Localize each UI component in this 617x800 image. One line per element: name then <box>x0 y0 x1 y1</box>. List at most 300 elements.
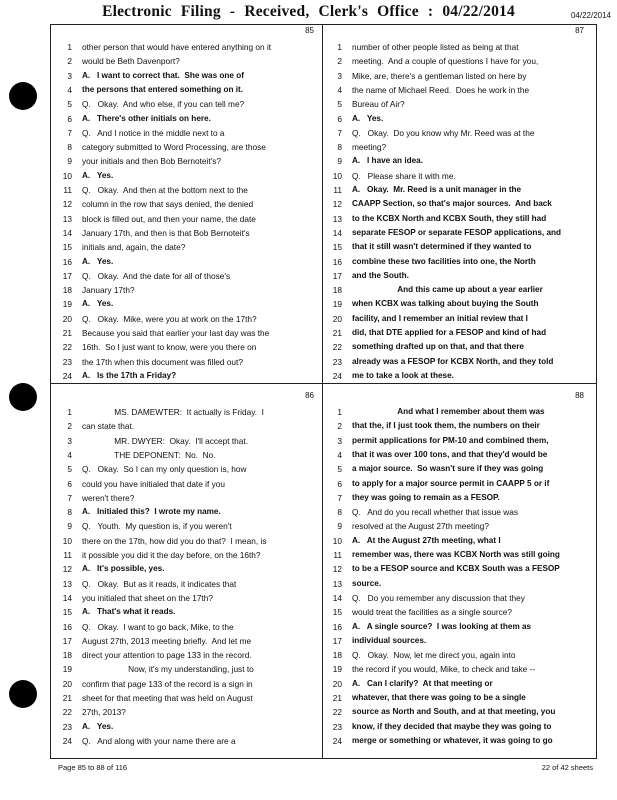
transcript-line <box>58 591 316 605</box>
line-number: 12 <box>332 199 342 210</box>
line-number: 10 <box>62 535 72 546</box>
line-text: A. Yes. <box>82 299 114 309</box>
line-text: 27th, 2013? <box>82 707 126 718</box>
line-text: Q. Okay. Do you know why Mr. Reed was at the <box>352 127 535 138</box>
line-number: 11 <box>63 185 72 195</box>
line-text: would treat the facilities as a single source? <box>352 607 513 618</box>
line-number: 19 <box>62 664 72 675</box>
transcript-line <box>328 534 586 548</box>
line-text: source. <box>352 578 382 588</box>
transcript-line <box>58 69 316 83</box>
line-text: A. At the August 27th meeting, what I <box>352 535 501 545</box>
line-text: merge or something or whatever, it was going to go <box>352 735 553 745</box>
line-number: 12 <box>332 564 342 575</box>
line-text: meeting? <box>352 142 387 153</box>
line-text: A. A single source? I was looking at them as <box>352 621 532 631</box>
transcript-line <box>58 369 316 383</box>
line-number: 19 <box>332 664 342 675</box>
line-number: 13 <box>62 578 72 589</box>
line-text: remember was, there was KCBX North was still going <box>352 550 560 559</box>
transcript-line <box>328 677 586 691</box>
line-text: to be a FESOP source and KCBX South was a FESOP <box>352 564 560 574</box>
line-text: Q. Okay. And the date for all of those's <box>82 270 231 281</box>
line-number: 1 <box>67 42 72 52</box>
transcript-line <box>328 154 586 168</box>
line-number: 7 <box>337 492 342 503</box>
line-number: 17 <box>62 635 72 646</box>
transcript-page-87 <box>328 26 586 395</box>
line-text: to the KCBX North and KCBX South, they still had <box>352 213 547 223</box>
line-number: 4 <box>67 84 72 95</box>
line-number: 21 <box>62 693 72 703</box>
line-text: Now, it's my understanding, just to <box>82 664 254 675</box>
line-number: 15 <box>62 242 72 253</box>
line-text: January 17th, and then is that Bob Bernoteit's <box>82 227 250 238</box>
line-text: the record if you would, Mike, to check and take -- <box>352 664 536 675</box>
page-number: 86 <box>305 391 314 400</box>
line-text: they was going to remain as a FESOP. <box>352 492 500 502</box>
transcript-line <box>328 448 586 462</box>
line-text: facility, and I remember an initial review that I <box>352 313 528 323</box>
line-text: Q. And I notice in the middle next to a <box>82 127 225 138</box>
line-text: did, that DTE applied for a FESOP and kind of had <box>352 328 547 337</box>
transcript-line <box>328 212 586 226</box>
line-number: 17 <box>332 635 342 646</box>
line-number: 11 <box>63 550 72 560</box>
line-text: Q. And along with your name there are a <box>82 735 236 746</box>
transcript-line <box>58 677 316 691</box>
line-number: 21 <box>332 328 342 338</box>
line-text: column in the row that says denied, the denied <box>82 199 254 210</box>
line-text: initials and, again, the date? <box>82 242 186 253</box>
line-number: 9 <box>67 156 72 167</box>
line-text: MR. DWYER: Okay. I'll accept that. <box>82 435 249 446</box>
transcript-line <box>58 491 316 505</box>
transcript-line <box>58 662 316 676</box>
transcript-line <box>328 491 586 505</box>
transcript-line <box>58 462 316 476</box>
line-number: 20 <box>332 313 342 324</box>
line-number: 4 <box>67 449 72 460</box>
line-text: me to take a look at these. <box>352 370 454 380</box>
line-number: 23 <box>62 356 72 367</box>
line-text: Q. Please share it with me. <box>352 170 456 181</box>
line-text: when KCBX was talking about buying the South <box>352 299 539 309</box>
line-number: 1 <box>67 407 72 417</box>
transcript-page-88 <box>328 391 586 760</box>
line-number: 8 <box>67 142 72 153</box>
line-number: 7 <box>337 127 342 138</box>
line-text: weren't there? <box>82 492 135 503</box>
page-number: 85 <box>305 26 314 35</box>
filing-stamp: Electronic Filing - Received, Clerk's Office : 04/22/2014 <box>102 3 515 20</box>
line-text: Q. Okay. And who else, if you can tell me? <box>82 99 245 110</box>
line-text: the persons that entered something on it. <box>82 84 244 94</box>
transcript-line <box>58 434 316 448</box>
transcript-line <box>58 734 316 748</box>
line-number: 7 <box>67 492 72 503</box>
line-text: there on the 17th, how did you do that? I mean, is <box>82 535 267 546</box>
line-number: 3 <box>67 70 72 81</box>
line-number: 11 <box>333 550 342 560</box>
line-text: Q. Do you remember any discussion that they <box>352 592 525 603</box>
line-number: 5 <box>67 464 72 475</box>
line-text: A. Okay. Mr. Reed is a unit manager in the <box>352 185 522 194</box>
line-text: other person that would have entered anything on it <box>82 42 272 52</box>
transcript-line <box>58 340 316 354</box>
line-text: A. I want to correct that. She was one of <box>82 70 244 80</box>
transcript-line <box>58 620 316 634</box>
line-text: A. Yes. <box>352 113 384 123</box>
transcript-line <box>328 405 586 419</box>
line-text: A. Yes. <box>82 256 114 266</box>
line-text: A. Can I clarify? At that meeting or <box>352 678 493 688</box>
line-text: sheet for that meeting that was held on August <box>82 693 253 703</box>
transcript-line <box>58 355 316 369</box>
line-number: 5 <box>337 99 342 110</box>
line-text: that the, if I just took them, the numbers on their <box>352 421 540 431</box>
transcript-line <box>328 648 586 662</box>
footer-sheet-count: 22 of 42 sheets <box>541 763 593 772</box>
transcript-line <box>328 83 586 97</box>
line-text: individual sources. <box>352 635 427 645</box>
line-number: 2 <box>67 421 72 432</box>
line-text: meeting. And a couple of questions I have for you, <box>352 56 539 67</box>
line-number: 14 <box>62 227 72 238</box>
transcript-line <box>328 462 586 476</box>
line-text: A. Initialed this? I wrote my name. <box>82 507 221 517</box>
line-number: 14 <box>62 592 72 603</box>
line-text: Q. Okay. So I can my only question is, how <box>82 464 247 475</box>
line-number: 14 <box>332 227 342 238</box>
line-text: Bureau of Air? <box>352 99 405 110</box>
line-text: that it was over 100 tons, and that they'd would be <box>352 449 548 459</box>
line-number: 20 <box>62 313 72 324</box>
line-text: it possible you did it the day before, on the 16th? <box>82 550 261 560</box>
transcript-line <box>58 197 316 211</box>
transcript-line <box>328 705 586 719</box>
line-text: January 17th? <box>82 285 135 296</box>
line-text: could you have initialed that date if you <box>82 478 225 489</box>
line-number: 1 <box>337 42 342 52</box>
line-text: something drafted up on that, and that there <box>352 342 524 352</box>
transcript-line <box>328 434 586 448</box>
line-text: category submitted to Word Processing, are those <box>82 142 266 153</box>
line-number: 16 <box>62 256 72 267</box>
line-text: A. Yes. <box>82 721 114 731</box>
transcript-line <box>58 126 316 140</box>
transcript-line <box>328 477 586 491</box>
line-text: And this came up about a year earlier <box>352 285 543 295</box>
line-text: whatever, that there was going to be a single <box>352 693 526 702</box>
column-divider <box>322 24 323 758</box>
transcript-line <box>58 505 316 519</box>
transcript-line <box>58 534 316 548</box>
line-number: 13 <box>332 213 342 224</box>
line-text: A. Yes. <box>82 170 114 180</box>
line-text: know, if they decided that maybe they was going to <box>352 721 552 731</box>
transcript-line <box>328 312 586 326</box>
line-number: 24 <box>62 735 72 746</box>
line-number: 18 <box>332 285 342 296</box>
line-number: 12 <box>62 199 72 210</box>
line-text: A. Is the 17th a Friday? <box>82 370 177 380</box>
transcript-line <box>58 240 316 254</box>
transcript-line <box>58 605 316 619</box>
line-text: And what I remember about them was <box>352 407 545 416</box>
line-number: 15 <box>332 607 342 618</box>
line-text: August 27th, 2013 meeting briefly. And let me <box>82 635 252 646</box>
transcript-line <box>58 562 316 576</box>
line-number: 22 <box>332 342 342 353</box>
line-number: 15 <box>332 242 342 253</box>
transcript-line <box>58 312 316 326</box>
transcript-line <box>58 154 316 168</box>
page-number: 88 <box>575 391 584 400</box>
line-number: 16 <box>332 621 342 632</box>
transcript-line <box>58 112 316 126</box>
line-number: 6 <box>67 478 72 489</box>
line-text: the 17th when this document was filled out? <box>82 356 243 367</box>
transcript-line <box>328 591 586 605</box>
transcript-line <box>58 97 316 111</box>
line-text: can state that. <box>82 421 135 432</box>
line-number: 12 <box>62 564 72 575</box>
line-number: 10 <box>332 535 342 546</box>
line-text: CAAPP Section, so that's major sources. And back <box>352 199 552 209</box>
line-text: Q. Okay. And then at the bottom next to the <box>82 185 248 195</box>
line-text: the name of Michael Reed. Does he work in the <box>352 84 530 95</box>
transcript-line <box>58 283 316 297</box>
line-number: 23 <box>332 721 342 732</box>
transcript-line <box>328 226 586 240</box>
transcript-line <box>328 734 586 748</box>
line-number: 17 <box>332 270 342 281</box>
transcript-line <box>328 126 586 140</box>
line-number: 22 <box>62 342 72 353</box>
transcript-line <box>58 477 316 491</box>
transcript-line <box>328 197 586 211</box>
transcript-line <box>58 705 316 719</box>
line-number: 19 <box>62 299 72 310</box>
line-number: 11 <box>333 185 342 195</box>
transcript-line <box>328 340 586 354</box>
transcript-line <box>58 40 316 54</box>
line-number: 18 <box>62 285 72 296</box>
line-number: 3 <box>337 435 342 446</box>
transcript-line <box>58 419 316 433</box>
transcript-page-86 <box>58 391 316 760</box>
line-text: Q. Okay. But as it reads, it indicates that <box>82 578 237 589</box>
line-number: 16 <box>332 256 342 267</box>
line-text: you initialed that sheet on the 17th? <box>82 592 214 603</box>
transcript-line <box>58 519 316 533</box>
line-number: 24 <box>62 370 72 381</box>
transcript-line <box>58 691 316 705</box>
line-number: 8 <box>67 507 72 518</box>
line-number: 6 <box>337 113 342 124</box>
line-text: THE DEPONENT: No. No. <box>82 449 216 460</box>
line-text: separate FESOP or separate FESOP applications, and <box>352 227 562 237</box>
transcript-line <box>328 720 586 734</box>
binder-hole-bottom <box>9 680 37 708</box>
transcript-line <box>58 720 316 734</box>
transcript-line <box>328 577 586 591</box>
line-number: 2 <box>337 421 342 432</box>
line-text: Q. And do you recall whether that issue was <box>352 507 519 518</box>
transcript-line <box>328 40 586 54</box>
transcript-line <box>328 355 586 369</box>
line-text: Because you said that earlier your last day was the <box>82 328 270 338</box>
transcript-line <box>58 54 316 68</box>
binder-hole-top <box>9 82 37 110</box>
transcript-line <box>328 183 586 197</box>
line-text: direct your attention to page 133 in the record. <box>82 650 252 661</box>
line-text: already was a FESOP for KCBX North, and they told <box>352 356 554 366</box>
line-number: 10 <box>62 170 72 181</box>
line-number: 9 <box>337 156 342 167</box>
transcript-line <box>328 240 586 254</box>
line-number: 2 <box>337 56 342 67</box>
transcript-line <box>328 505 586 519</box>
line-number: 20 <box>62 678 72 689</box>
line-text: Mike, are, there's a gentleman listed on here by <box>352 70 527 81</box>
line-text: A. That's what it reads. <box>82 607 176 617</box>
line-text: MS. DAMEWTER: It actually is Friday. I <box>82 407 264 417</box>
line-number: 4 <box>337 449 342 460</box>
line-number: 23 <box>332 356 342 367</box>
transcript-line <box>58 577 316 591</box>
line-number: 21 <box>62 328 72 338</box>
transcript-line <box>328 97 586 111</box>
binder-hole-middle <box>9 383 37 411</box>
line-text: combine these two facilities into one, the North <box>352 256 536 266</box>
line-number: 6 <box>67 113 72 124</box>
line-number: 24 <box>332 370 342 381</box>
line-number: 3 <box>67 435 72 446</box>
transcript-line <box>58 269 316 283</box>
line-number: 22 <box>62 707 72 718</box>
line-number: 13 <box>62 213 72 224</box>
line-number: 13 <box>332 578 342 589</box>
transcript-line <box>328 283 586 297</box>
footer-page-range: Page 85 to 88 of 116 <box>58 763 128 772</box>
line-text: your initials and then Bob Bernoteit's? <box>82 156 222 167</box>
transcript-line <box>328 269 586 283</box>
transcript-line <box>58 648 316 662</box>
line-number: 7 <box>67 127 72 138</box>
transcript-line <box>328 634 586 648</box>
line-text: confirm that page 133 of the record is a sign in <box>82 678 253 689</box>
transcript-line <box>58 83 316 97</box>
line-number: 1 <box>337 407 342 417</box>
line-text: A. There's other initials on here. <box>82 113 211 123</box>
line-text: source as North and South, and at that meeting, you <box>352 707 556 717</box>
transcript-line <box>58 448 316 462</box>
line-number: 16 <box>62 621 72 632</box>
transcript-line <box>58 183 316 197</box>
transcript-line <box>328 169 586 183</box>
transcript-line <box>328 605 586 619</box>
line-text: A. I have an idea. <box>352 156 423 166</box>
line-number: 18 <box>62 650 72 661</box>
transcript-line <box>328 326 586 340</box>
transcript-line <box>58 169 316 183</box>
transcript-line <box>58 140 316 154</box>
transcript-line <box>328 548 586 562</box>
transcript-line <box>328 620 586 634</box>
line-number: 14 <box>332 592 342 603</box>
line-text: Q. Okay. I want to go back, Mike, to the <box>82 621 234 632</box>
line-text: Q. Okay. Now, let me direct you, again into <box>352 650 516 661</box>
line-number: 8 <box>337 142 342 153</box>
transcript-line <box>58 634 316 648</box>
transcript-line <box>328 419 586 433</box>
transcript-line <box>328 519 586 533</box>
line-number: 17 <box>62 270 72 281</box>
line-text: resolved at the August 27th meeting? <box>352 521 489 532</box>
line-number: 10 <box>332 170 342 181</box>
line-number: 3 <box>337 70 342 81</box>
line-number: 15 <box>62 607 72 618</box>
line-number: 9 <box>337 521 342 532</box>
line-text: permit applications for PM-10 and combined them, <box>352 435 549 445</box>
line-text: to apply for a major source permit in CAAPP 5 or if <box>352 478 550 488</box>
line-number: 5 <box>67 99 72 110</box>
line-number: 6 <box>337 478 342 489</box>
line-text: a major source. So wasn't sure if they was going <box>352 464 544 474</box>
line-number: 5 <box>337 464 342 475</box>
line-number: 9 <box>67 521 72 532</box>
line-text: would be Beth Davenport? <box>82 56 180 67</box>
line-number: 8 <box>337 507 342 518</box>
transcript-line <box>328 662 586 676</box>
transcript-page-85 <box>58 26 316 395</box>
transcript-line <box>328 112 586 126</box>
transcript-line <box>328 562 586 576</box>
transcript-line <box>328 69 586 83</box>
line-number: 24 <box>332 735 342 746</box>
transcript-line <box>328 54 586 68</box>
transcript-line <box>58 326 316 340</box>
line-number: 4 <box>337 84 342 95</box>
transcript-line <box>58 548 316 562</box>
transcript-line <box>328 255 586 269</box>
line-text: Q. Okay. Mike, were you at work on the 17th? <box>82 313 257 324</box>
line-number: 22 <box>332 707 342 718</box>
line-text: that it still wasn't determined if they wanted to <box>352 242 532 252</box>
line-text: Q. Youth. My question is, if you weren't <box>82 521 232 532</box>
line-number: 2 <box>67 56 72 67</box>
transcript-line <box>328 140 586 154</box>
transcript-line <box>328 369 586 383</box>
line-number: 20 <box>332 678 342 689</box>
line-text: number of other people listed as being at that <box>352 42 519 52</box>
line-number: 18 <box>332 650 342 661</box>
line-text: A. It's possible, yes. <box>82 564 165 574</box>
transcript-line <box>58 297 316 311</box>
transcript-line <box>58 255 316 269</box>
page-number: 87 <box>575 26 584 35</box>
transcript-line <box>58 226 316 240</box>
line-number: 23 <box>62 721 72 732</box>
line-text: and the South. <box>352 270 409 280</box>
line-number: 19 <box>332 299 342 310</box>
line-text: block is filled out, and then your name, the date <box>82 213 256 224</box>
line-text: 16th. So I just want to know, were you there on <box>82 342 257 353</box>
line-number: 21 <box>332 693 342 703</box>
transcript-line <box>58 212 316 226</box>
